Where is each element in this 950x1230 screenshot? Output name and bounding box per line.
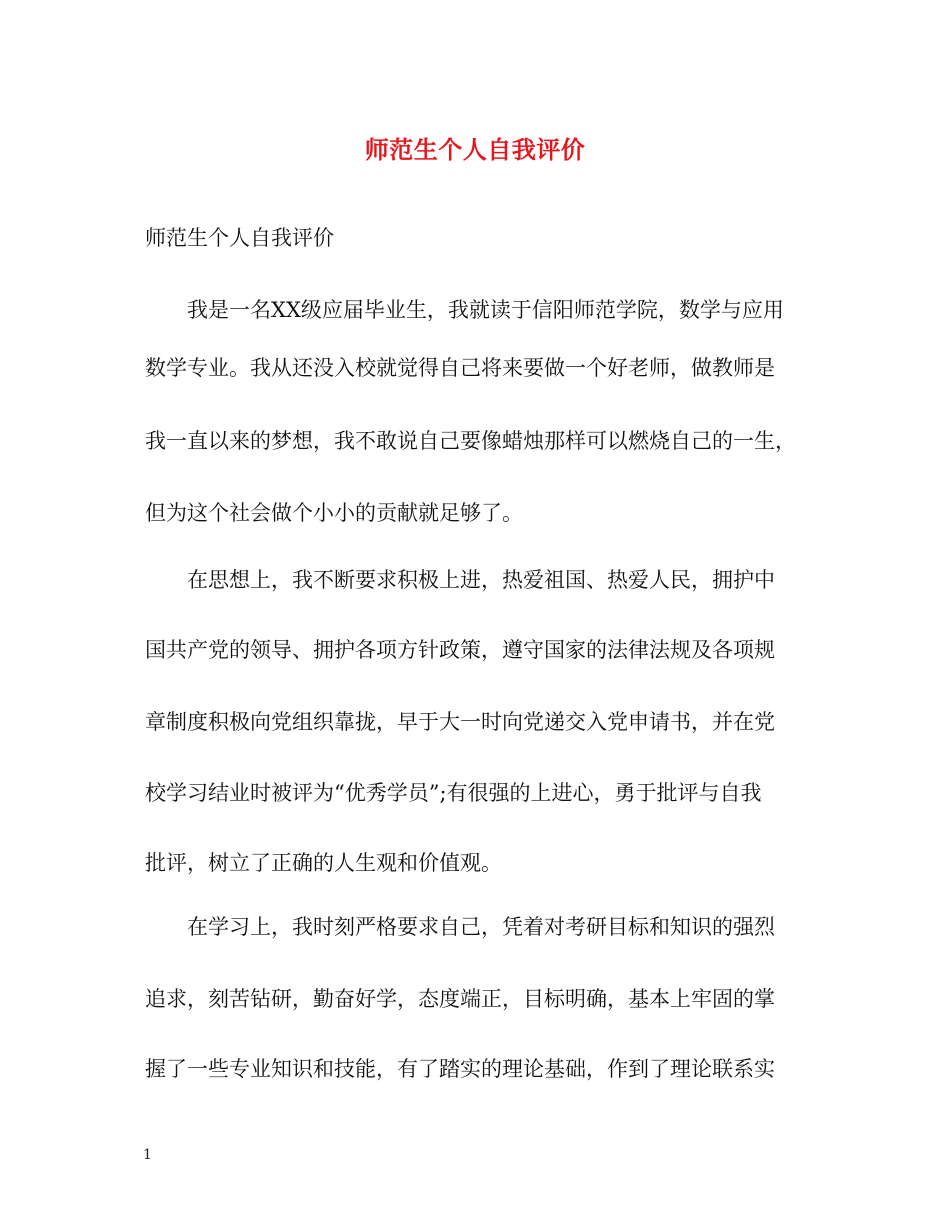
paragraph-line: 在学习上，我时刻严格要求自己，凭着对考研目标和知识的强烈	[187, 915, 775, 939]
paragraph-line: 国共产党的领导、拥护各项方针政策，遵守国家的法律法规及各项规	[145, 638, 775, 662]
document-title: 师范生个人自我评价	[364, 135, 586, 164]
paragraph-line: 数学专业。我从还没入校就觉得自己将来要做一个好老师，做教师是	[145, 356, 775, 380]
paragraph-line: 我是一名XX级应届毕业生，我就读于信阳师范学院，数学与应用	[187, 298, 784, 322]
paragraph-line: 追求，刻苦钻研，勤奋好学，态度端正，目标明确，基本上牢固的掌	[145, 987, 775, 1011]
paragraph-line: 校学习结业时被评为“优秀学员”;有很强的上进心，勇于批评与自我	[145, 781, 762, 805]
page-number: 1	[143, 1147, 152, 1163]
section-heading: 师范生个人自我评价	[145, 226, 334, 250]
paragraph-line: 但为这个社会做个小小的贡献就足够了。	[145, 501, 523, 525]
paragraph-line: 章制度积极向党组织靠拢，早于大一时向党递交入党申请书，并在党	[145, 710, 775, 734]
paragraph-line: 批评，树立了正确的人生观和价值观。	[145, 851, 502, 875]
paragraph-line: 在思想上，我不断要求积极上进，热爱祖国、热爱人民，拥护中	[187, 568, 775, 592]
paragraph-line: 握了一些专业知识和技能，有了踏实的理论基础，作到了理论联系实	[145, 1057, 775, 1081]
paragraph-line: 我一直以来的梦想，我不敢说自己要像蜡烛那样可以燃烧自己的一生，	[145, 429, 796, 453]
